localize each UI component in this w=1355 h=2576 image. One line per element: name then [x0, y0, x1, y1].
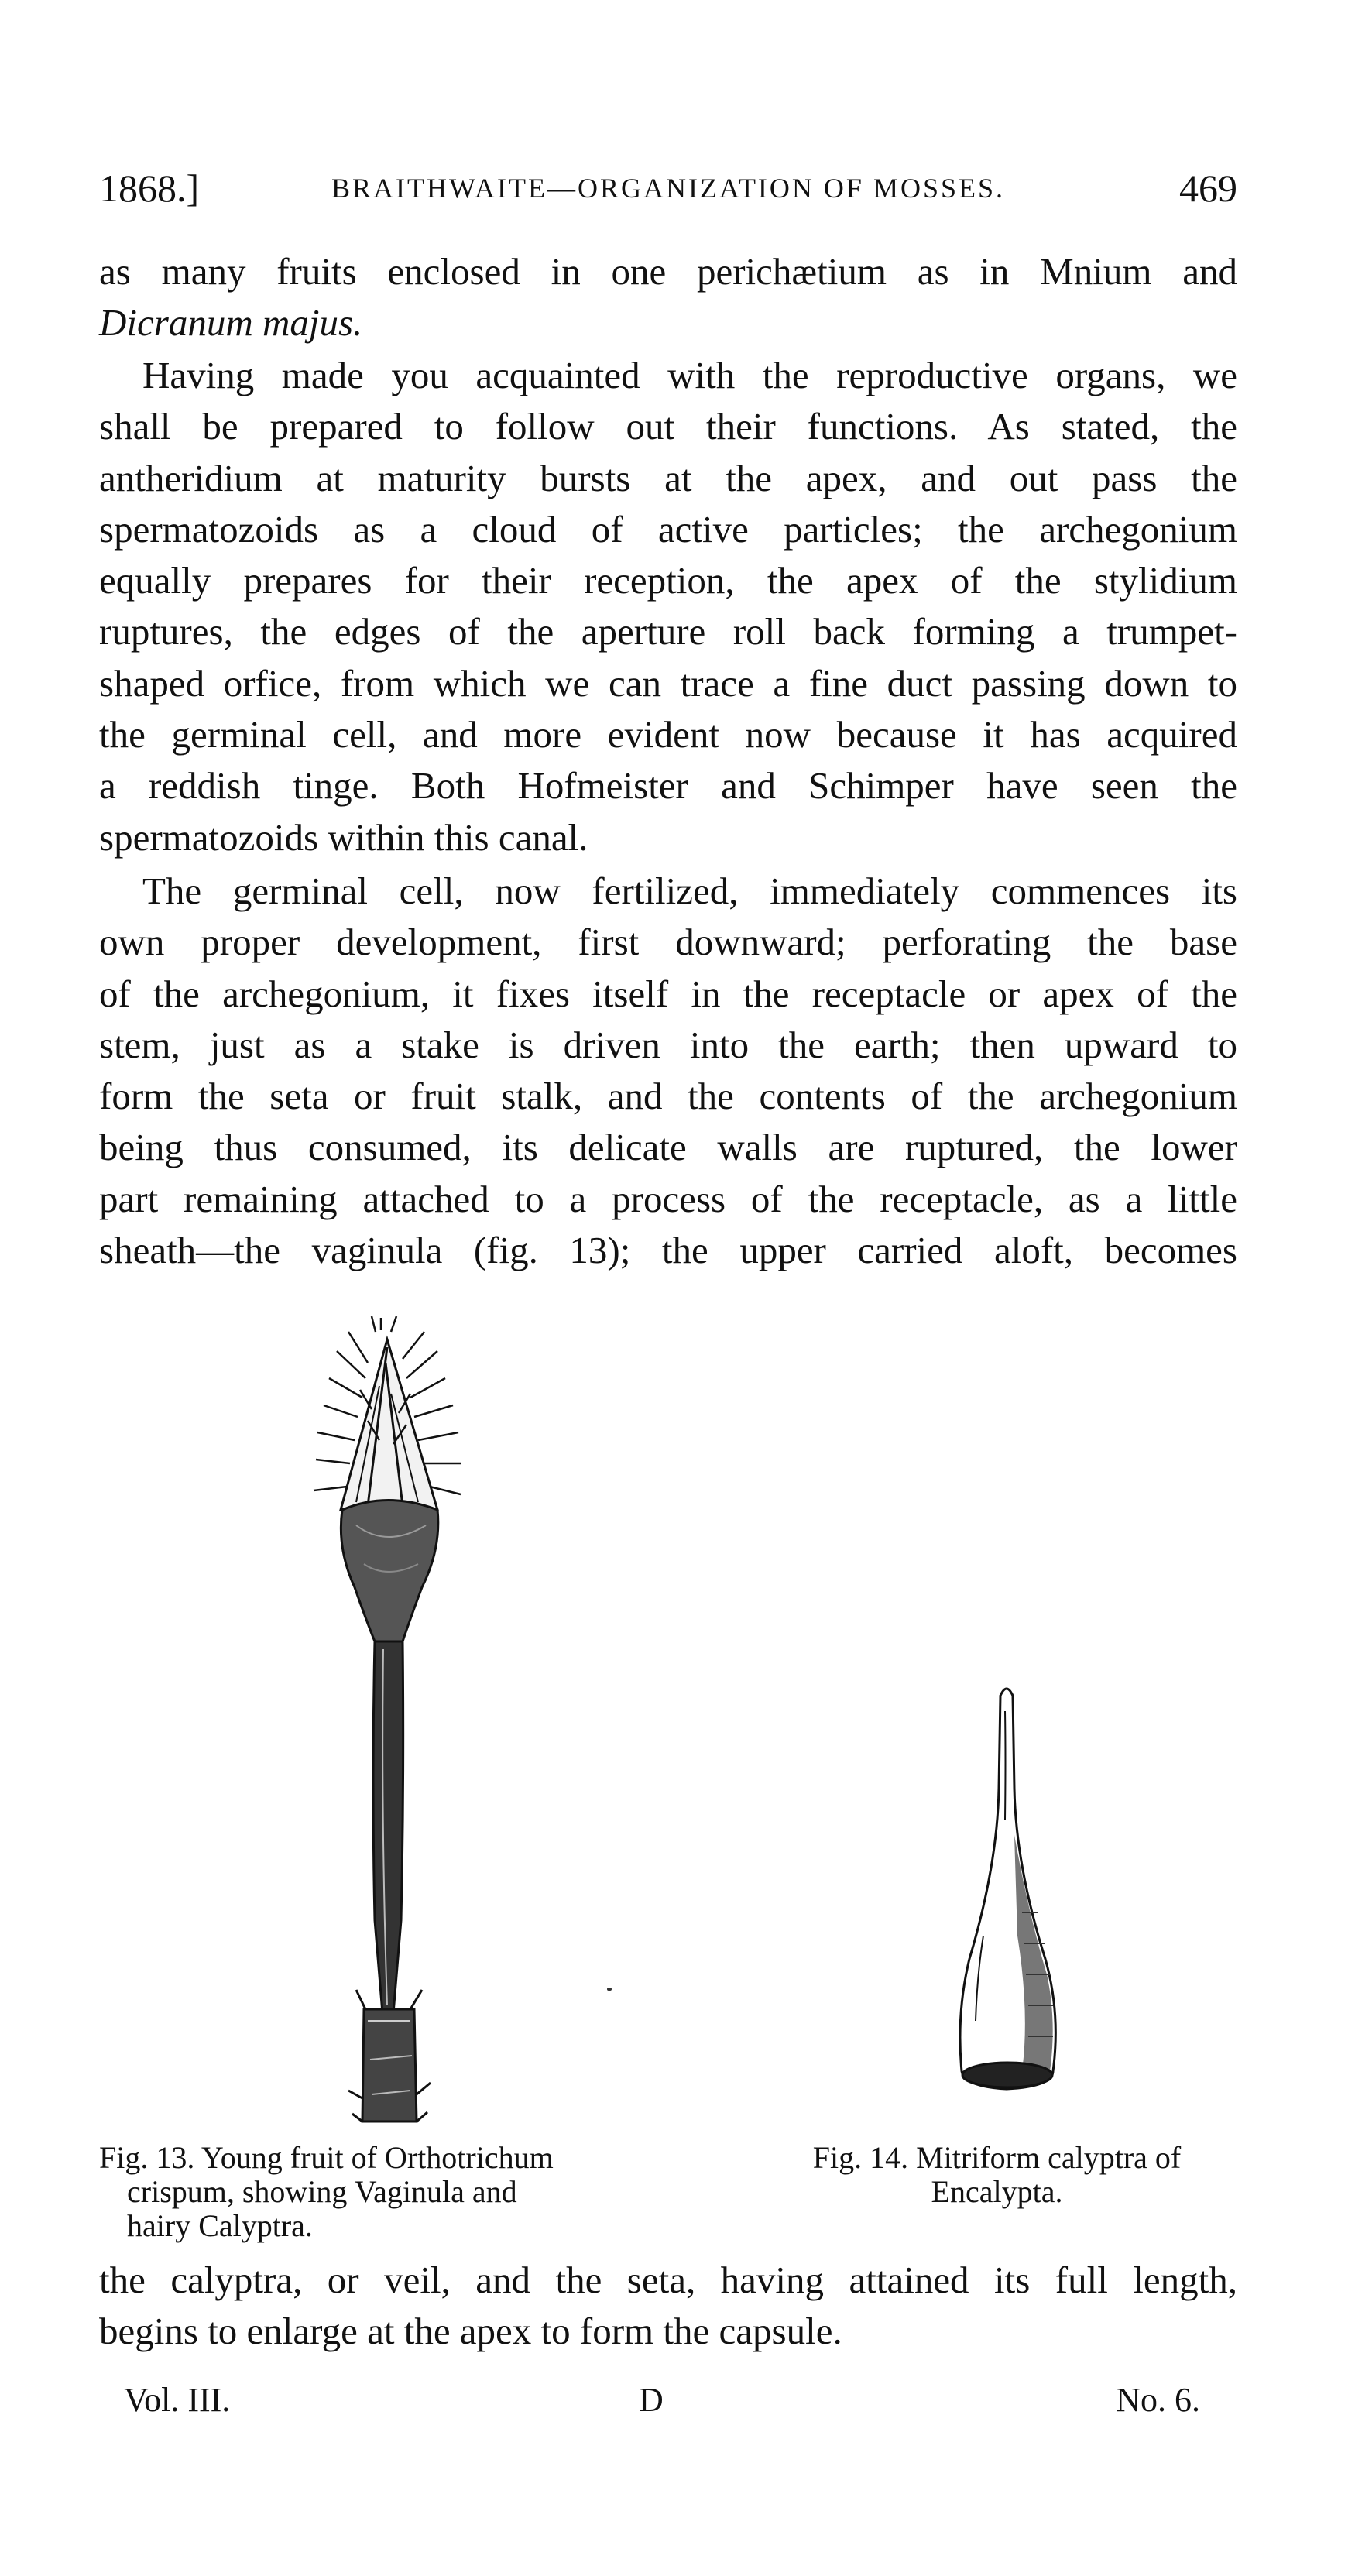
- paragraph-line: Having made you acquainted with the reproductive organs, we: [142, 354, 1237, 396]
- page-number: 469: [1179, 166, 1237, 210]
- paragraph-line: Dicranum majus.: [99, 301, 363, 345]
- moss-fruit-illustration: [294, 1316, 480, 2129]
- paragraph-line: antheridium at maturity bursts at the apex, and out pass the: [99, 456, 1237, 499]
- caption-line: crispum, showing Vaginula and: [127, 2174, 517, 2209]
- paragraph-line: spermatozoids within this canal.: [99, 815, 588, 859]
- paragraph-line: of the archegonium, it fixes itself in the receptacle or apex of the: [99, 972, 1237, 1015]
- paragraph-line: part remaining attached to a process of the receptacle, as a little: [99, 1177, 1237, 1220]
- ink-speck: [607, 1988, 612, 1991]
- paragraph-line: being thus consumed, its delicate walls are ruptured, the lower: [99, 1126, 1237, 1169]
- page-footer: [124, 2377, 1200, 2423]
- paragraph-line: begins to enlarge at the apex to form the capsule.: [99, 2310, 842, 2353]
- volume-label: Vol. III.: [124, 2381, 231, 2419]
- paragraph-1: [99, 246, 1237, 349]
- paragraph-line: ruptures, the edges of the aperture roll back forming a trumpet-: [99, 610, 1237, 653]
- running-title: BRAITHWAITE—ORGANIZATION OF MOSSES.: [331, 173, 1005, 204]
- header-year: 1868.]: [99, 166, 200, 210]
- hairy-calyptra: [314, 1316, 461, 1510]
- mitriform-calyptra-illustration: [937, 1680, 1076, 2114]
- paragraph-line: as many fruits enclosed in one perichætium as in Mnium and: [99, 250, 1237, 293]
- vaginula: [348, 1990, 431, 2122]
- paragraph-3: [99, 866, 1237, 1276]
- capsule: [341, 1501, 437, 1642]
- paragraph-line: shall be prepared to follow out their functions. As stated, the: [99, 405, 1237, 448]
- paragraph-line: sheath—the vaginula (fig. 13); the upper carried aloft, becomes: [99, 1229, 1237, 1272]
- seta: [373, 1641, 403, 2013]
- paragraph-2: [99, 350, 1237, 863]
- signature-mark: D: [639, 2381, 664, 2419]
- issue-number: No. 6.: [1116, 2381, 1200, 2419]
- paragraph-line: stem, just as a stake is driven into the earth; then upward to: [99, 1023, 1237, 1066]
- caption-line: Encalypta.: [931, 2174, 1063, 2209]
- paragraph-line: own proper development, first downward; perforating the base: [99, 921, 1237, 964]
- caption-line: Fig. 13. Young fruit of Orthotrichum: [99, 2140, 554, 2175]
- page-header: [99, 161, 1237, 215]
- paragraph-line: form the seta or fruit stalk, and the contents of the archegonium: [99, 1075, 1237, 1118]
- caption-line: hairy Calyptra.: [127, 2208, 313, 2243]
- figure-13-caption: [99, 2141, 703, 2243]
- paragraph-line: the germinal cell, and more evident now because it has acquired: [99, 713, 1237, 756]
- figure-14-caption: [755, 2141, 1239, 2209]
- paragraph-line: shaped orfice, from which we can trace a fine duct passing down to: [99, 661, 1237, 705]
- paragraph-line: a reddish tinge. Both Hofmeister and Schimper have seen the: [99, 764, 1237, 808]
- paragraph-line: spermatozoids as a cloud of active particles; the archegonium: [99, 507, 1237, 551]
- paragraph-4: [99, 2255, 1237, 2358]
- paragraph-line: The germinal cell, now fertilized, immediately commences its: [142, 870, 1237, 912]
- caption-line: Fig. 14. Mitriform calyptra of: [812, 2140, 1182, 2175]
- paragraph-line: equally prepares for their reception, the apex of the stylidium: [99, 559, 1237, 602]
- paragraph-line: the calyptra, or veil, and the seta, having attained its full length,: [99, 2259, 1237, 2301]
